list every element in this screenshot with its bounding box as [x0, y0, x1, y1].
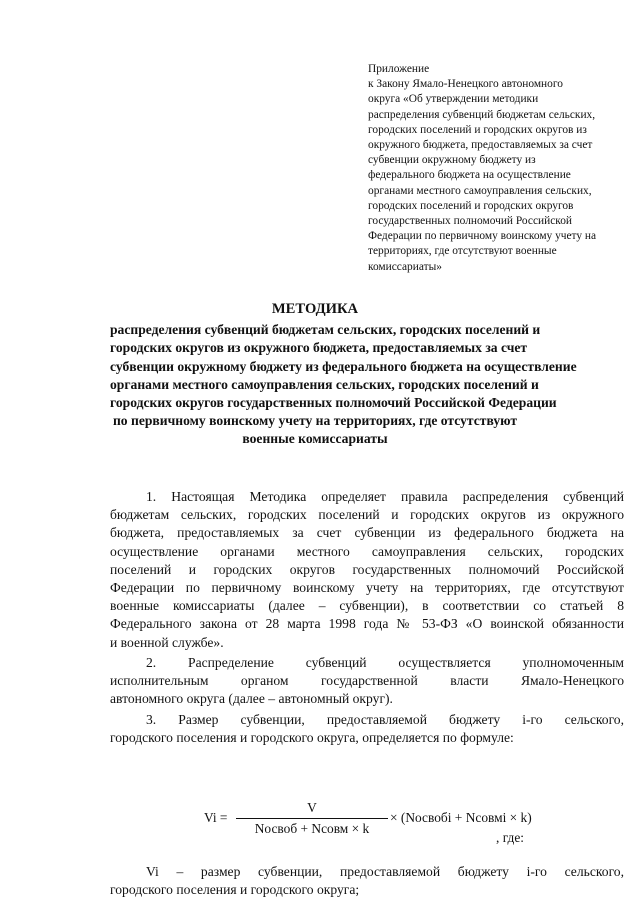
text-line: бюджетам сельских, городских поселений и городских округов из окружного [110, 507, 624, 523]
title-line: распределения субвенций бюджетам сельских, городских поселений и [110, 322, 541, 338]
appendix-line: комиссариаты» [368, 260, 442, 273]
text-line: 2. Распределение субвенций осуществляется уполномоченным [146, 655, 624, 670]
paragraph-1 [110, 488, 624, 652]
title-line: городских округов из окружного бюджета, предоставляемых за счет [110, 340, 528, 356]
formula-fraction [236, 800, 388, 837]
appendix-line: государственных полномочий Российской [368, 215, 572, 228]
text-line: исполнительным органом государственной власти Ямало-Ненецкого [110, 673, 624, 689]
title-line: городских округов государственных полномочий Российской Федерации [110, 395, 557, 411]
appendix-line: Приложение [368, 63, 430, 75]
text-line: Vi – размер субвенции, предоставляемой бюджету i-го сельского, [146, 864, 624, 879]
formula-suffix: , где: [496, 830, 524, 845]
document-title [110, 300, 577, 449]
title-line: органами местного самоуправления сельских, городских поселений и [110, 376, 539, 392]
appendix-line: городских поселений и городских округов [368, 199, 574, 212]
appendix-line: субвенции окружному бюджету из [368, 154, 536, 167]
paragraph-3 [110, 711, 624, 747]
appendix-line: федерального бюджета на осуществление [368, 169, 571, 182]
title-line: субвенции окружному бюджету из федерального бюджета на осуществление [110, 358, 577, 374]
appendix-line: округа «Об утверждении методики [368, 93, 539, 106]
appendix-line: к Закону Ямало-Ненецкого автономного [368, 78, 563, 91]
appendix-line: окружного бюджета, предоставляемых за счет [368, 139, 593, 152]
text-line: городского поселения и городского округа, определяется по формуле: [110, 730, 514, 746]
formula-rhs: × (Nосвобi + Nсовмi × k) [390, 810, 532, 825]
text-line: автономного округа (далее – автономный округ). [110, 691, 393, 707]
appendix-line: распределения субвенций бюджетам сельских, [368, 108, 596, 121]
appendix-note [368, 62, 630, 275]
fraction-bar [236, 818, 388, 819]
appendix-line: органами местного самоуправления сельских, [368, 184, 592, 197]
text-line: военные комиссариаты (далее – субвенции), в соответствии со статьей 8 [110, 598, 624, 614]
text-line: поселений и городских округов государственных полномочий Российской [110, 561, 624, 577]
subvention-formula [204, 800, 584, 846]
text-line: 3. Размер субвенции, предоставляемой бюджету i-го сельского, [146, 712, 624, 727]
text-line: и военной службе». [110, 634, 224, 650]
formula-lhs: Vi = [204, 810, 228, 825]
formula-denominator: Nосвоб + Nсовм × k [254, 821, 370, 836]
text-line: городского поселения и городского округа; [110, 882, 360, 898]
title-main: МЕТОДИКА [271, 301, 359, 317]
paragraph-definition-vi [110, 863, 624, 899]
text-line: Федерального закона от 28 марта 1998 года № 53-ФЗ «О воинской обязанности [110, 616, 624, 632]
title-line: по первичному воинскому учету на территориях, где отсутствуют [112, 413, 518, 429]
appendix-line: территориях, где отсутствуют военные [368, 245, 557, 258]
paragraph-2 [110, 654, 624, 709]
title-line: военные комиссариаты [242, 431, 388, 447]
formula-numerator: V [307, 800, 317, 815]
text-line: Федерации по первичному воинскому учету на территориях, где отсутствуют [110, 579, 624, 595]
appendix-line: Федерации по первичному воинскому учету на [368, 230, 597, 243]
appendix-line: городских поселений и городских округов из [368, 123, 587, 136]
text-line: осуществление органами местного самоуправления сельских, городских [110, 543, 624, 559]
text-line: бюджета, предоставляемых за счет субвенции из федерального бюджета на [110, 525, 624, 541]
text-line: 1. Настоящая Методика определяет правила распределения субвенций [146, 489, 624, 504]
